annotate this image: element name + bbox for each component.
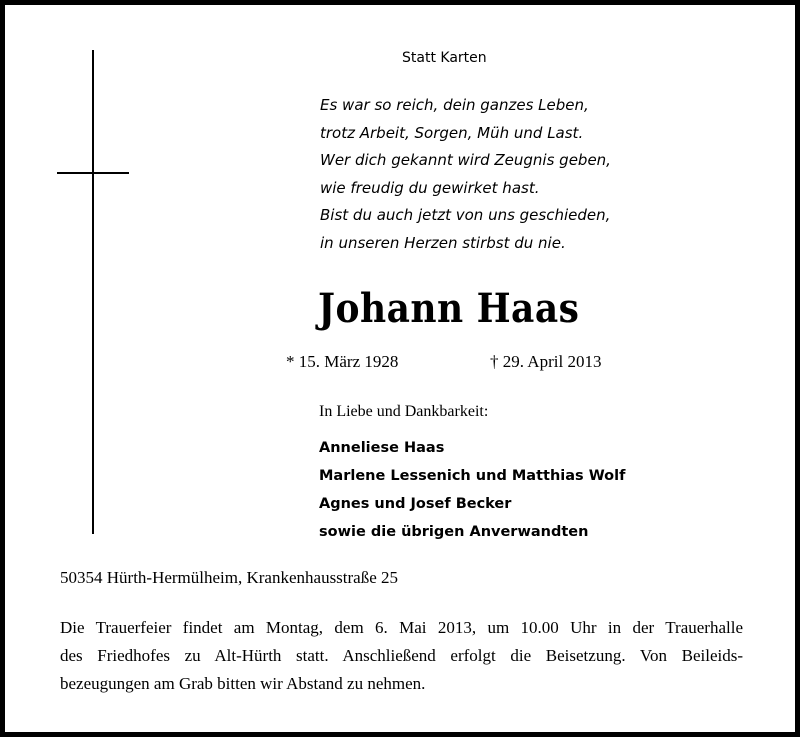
mourner-name: sowie die übrigen Anverwandten: [319, 524, 589, 540]
cross-vertical-bar: [92, 50, 94, 534]
cross-horizontal-bar: [57, 172, 129, 174]
poem-line: wie freudig du gewirket hast.: [320, 178, 540, 197]
mourner-name: Marlene Lessenich und Matthias Wolf: [319, 468, 626, 484]
poem-line: trotz Arbeit, Sorgen, Müh und Last.: [320, 123, 584, 142]
poem-line: Bist du auch jetzt von uns geschieden,: [320, 206, 611, 224]
service-paragraph: [60, 614, 743, 698]
poem: [320, 92, 611, 257]
deceased-name: Johann Haas: [318, 285, 580, 332]
service-line: bezeugungen am Grab bitten wir Abstand zu nehmen.: [60, 674, 426, 693]
address: 50354 Hürth-Hermülheim, Krankenhausstraße 25: [60, 568, 399, 587]
header-text: Statt Karten: [402, 50, 487, 66]
death-date: † 29. April 2013: [490, 352, 602, 371]
mourners-list: [319, 434, 625, 546]
service-line: des Friedhofes zu Alt-Hürth statt. Anschließend erfolgt die Beisetzung. Von Beileids-: [60, 646, 743, 665]
service-line: Die Trauerfeier findet am Montag, dem 6. Mai 2013, um 10.00 Uhr in der Trauerhalle: [60, 618, 743, 637]
mourner-name: Agnes und Josef Becker: [319, 496, 512, 512]
birth-date: * 15. März 1928: [286, 352, 399, 371]
poem-line: Wer dich gekannt wird Zeugnis geben,: [320, 151, 611, 169]
poem-line: Es war so reich, dein ganzes Leben,: [320, 96, 589, 114]
poem-line: in unseren Herzen stirbst du nie.: [320, 233, 566, 252]
thanks-line: In Liebe und Dankbarkeit:: [319, 403, 489, 420]
mourner-name: Anneliese Haas: [319, 440, 445, 456]
